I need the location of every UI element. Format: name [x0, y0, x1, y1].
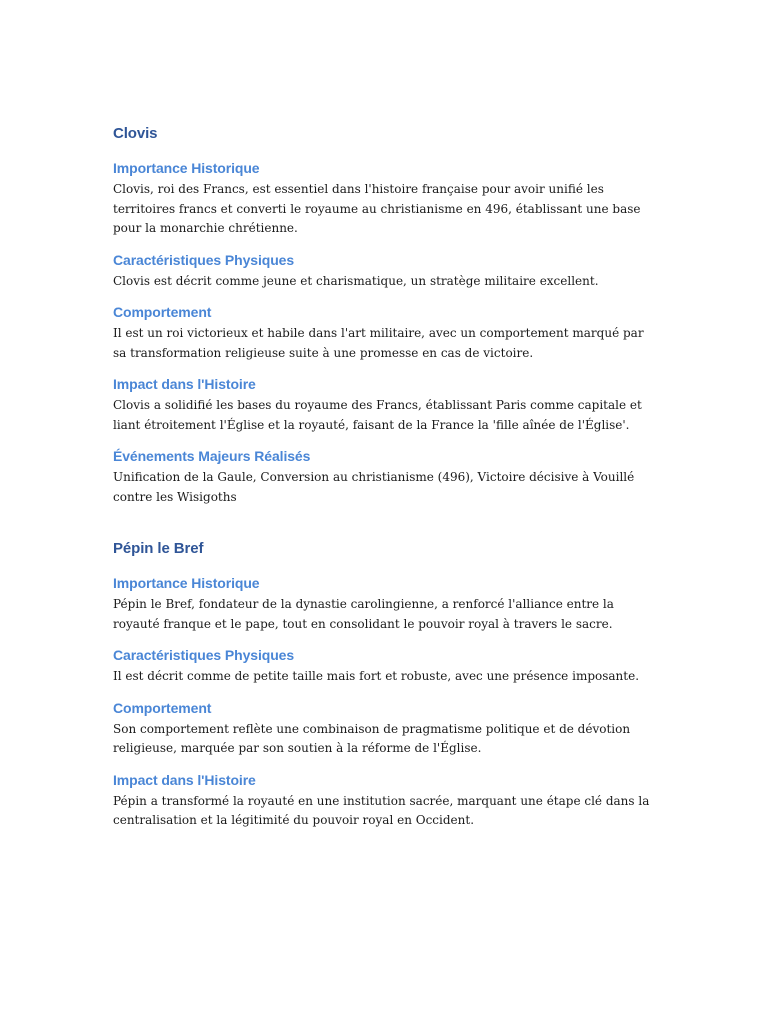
subsection-text: Son comportement reflète une combinaison de pragmatisme politique et de dévotion religieuse, marquée par son soutien à la réforme de l'Église.: [113, 721, 631, 755]
subsection-comportement: [113, 302, 658, 363]
section-clovis: [113, 124, 658, 507]
subsection-physique: [113, 645, 658, 687]
subsection-impact: [113, 374, 658, 435]
section-title: Pépin le Bref: [113, 540, 204, 557]
subsection-heading: Comportement: [113, 304, 212, 320]
subsection-importance: [113, 158, 658, 239]
section-title: Clovis: [113, 125, 158, 142]
subsection-text: Unification de la Gaule, Conversion au christianisme (496), Victoire décisive à Vouillé contre les Wisigoths: [113, 470, 635, 504]
subsection-heading: Importance Historique: [113, 575, 260, 591]
subsection-text: Clovis, roi des Francs, est essentiel dans l'histoire française pour avoir unifié les territoires francs et converti le royaume au christianisme en 496, établissant une base pour la monarchie chrétienne.: [113, 182, 641, 235]
subsection-text: Il est décrit comme de petite taille mais fort et robuste, avec une présence imposante.: [113, 669, 640, 683]
section-pepin-le-bref: [113, 539, 658, 831]
subsection-heading: Caractéristiques Physiques: [113, 647, 295, 663]
subsection-heading: Événements Majeurs Réalisés: [113, 448, 311, 464]
subsection-text: Pépin a transformé la royauté en une institution sacrée, marquant une étape clé dans la centralisation et la légitimité du pouvoir royal en Occident.: [113, 793, 650, 827]
subsection-comportement: [113, 698, 658, 759]
subsection-text: Clovis a solidifié les bases du royaume des Francs, établissant Paris comme capitale et liant étroitement l'Église et la royauté, faisant de la France la 'fille aînée de l'Église'.: [113, 398, 642, 432]
subsection-heading: Impact dans l'Histoire: [113, 376, 256, 392]
subsection-heading: Impact dans l'Histoire: [113, 771, 256, 788]
subsection-heading: Importance Historique: [113, 160, 260, 176]
subsection-heading: Comportement: [113, 699, 212, 716]
subsection-importance: [113, 573, 658, 634]
subsection-physique: [113, 250, 658, 292]
subsection-text: Pépin le Bref, fondateur de la dynastie carolingienne, a renforcé l'alliance entre la royauté franque et le pape, tout en consolidant le pouvoir royal à travers le sacre.: [113, 597, 614, 631]
subsection-impact: [113, 770, 658, 831]
document-content: [113, 124, 658, 831]
subsection-heading: Caractéristiques Physiques: [113, 251, 295, 268]
subsection-text: Clovis est décrit comme jeune et charismatique, un stratège militaire excellent.: [113, 273, 599, 288]
subsection-evenements: [113, 446, 658, 507]
subsection-text: Il est un roi victorieux et habile dans l'art militaire, avec un comportement marqué par sa transformation religieuse suite à une promesse en cas de victoire.: [113, 326, 644, 360]
